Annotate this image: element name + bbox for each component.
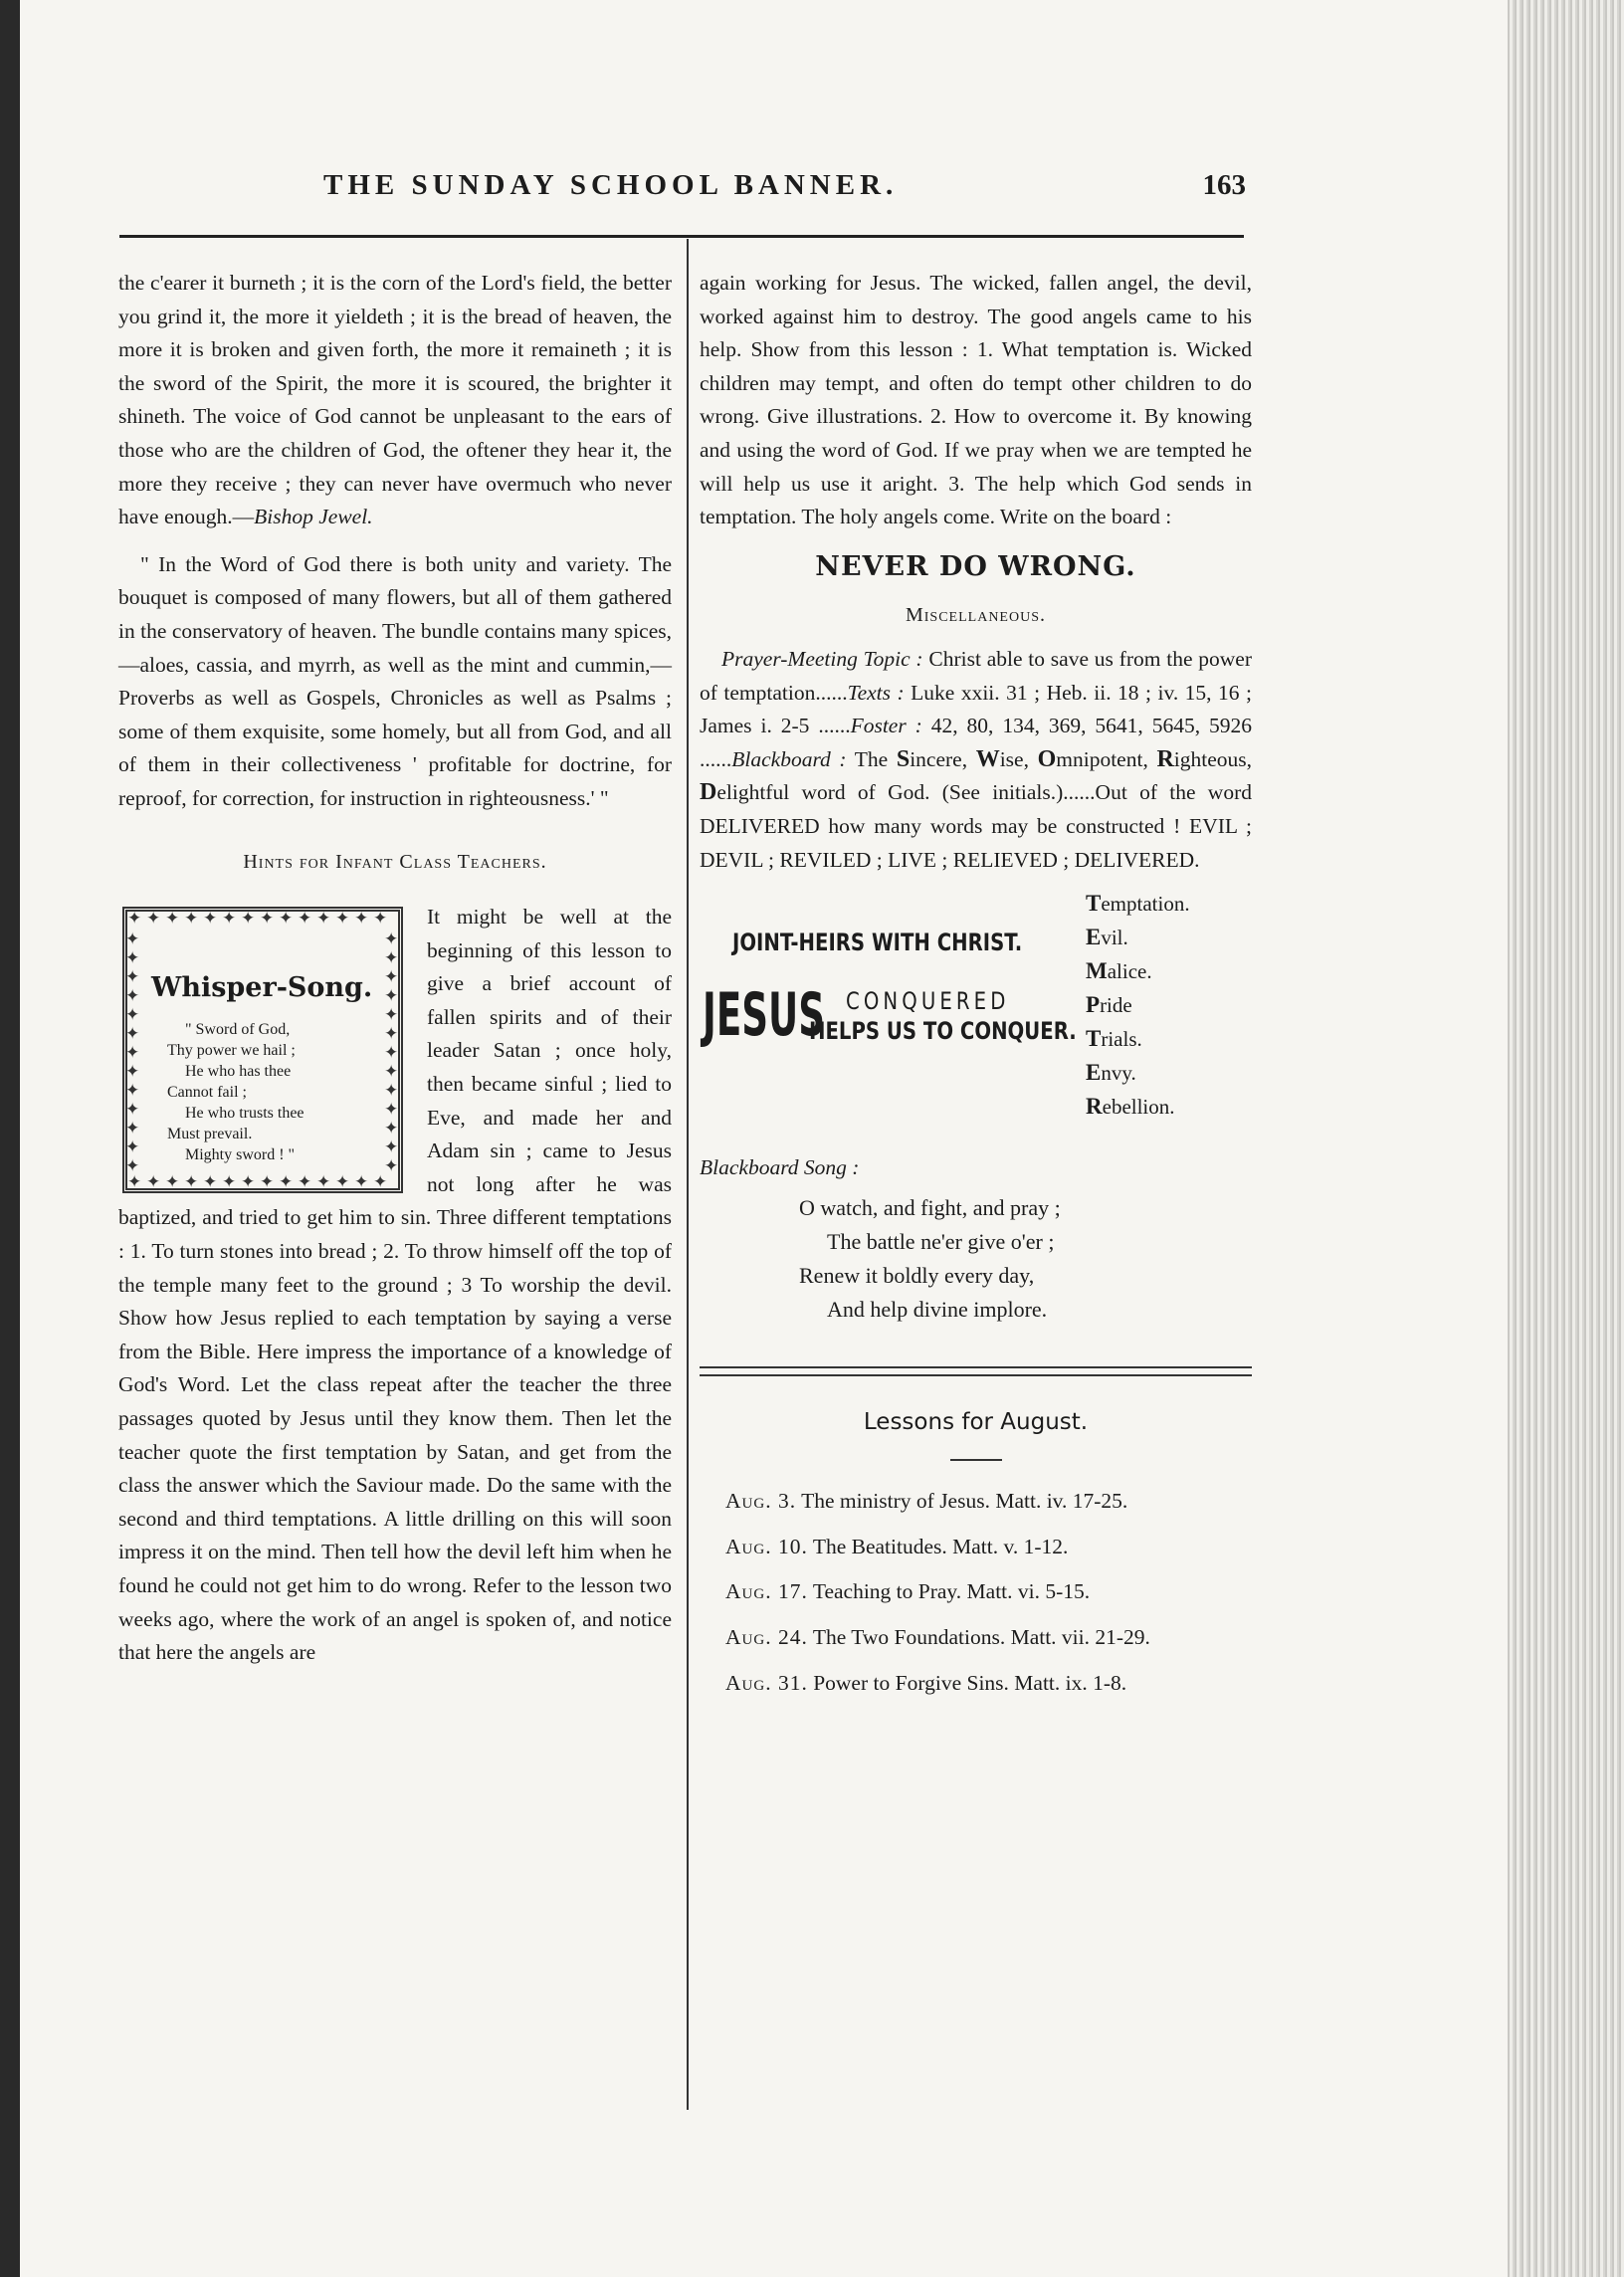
initial-letter: S — [896, 745, 911, 772]
quote-bishop-jewel — [118, 267, 672, 534]
lesson-text: The Beatitudes. Matt. v. 1-12. — [807, 1534, 1069, 1558]
acrostic-rest: rials. — [1101, 1027, 1142, 1052]
whisper-line: Must prevail. — [167, 1126, 253, 1143]
ornament-mark: ✦ — [316, 1172, 331, 1192]
whisper-song-border — [122, 907, 403, 1193]
ornament-mark: ✦ — [373, 1172, 388, 1192]
lesson-date: Aug. 24. — [725, 1625, 808, 1650]
ornament-mark: ✦ — [146, 909, 161, 929]
ornament-mark: ✦ — [184, 1172, 199, 1192]
ornament-mark: ✦ — [354, 909, 369, 929]
acrostic-rest: ride — [1100, 993, 1132, 1018]
foster-label: Foster : — [850, 714, 922, 738]
ornament-mark: ✦ — [384, 986, 399, 1006]
acrostic-line — [1086, 954, 1190, 988]
conquered-word: CONQUERED — [846, 987, 1010, 1016]
ornament-mark: ✦ — [125, 1005, 140, 1025]
whisper-line: He who trusts thee — [185, 1105, 304, 1123]
ornament-mark: ✦ — [203, 1172, 218, 1192]
initial-letter: O — [1037, 745, 1057, 772]
ornament-mark: ✦ — [335, 1172, 350, 1192]
ornament-mark: ✦ — [125, 986, 140, 1006]
whisper-line: Cannot fail ; — [167, 1084, 247, 1102]
ornament-mark: ✦ — [146, 1172, 161, 1192]
miscellaneous-text — [700, 643, 1252, 877]
book-binding-edge — [0, 0, 20, 2277]
ornament-mark: ✦ — [384, 967, 399, 987]
lesson-date: Aug. 31. — [725, 1670, 808, 1695]
quote-attribution: Bishop Jewel. — [254, 505, 373, 529]
texts-label: Texts : — [847, 680, 905, 705]
acrostic-rest: vil. — [1101, 926, 1128, 950]
ornament-mark: ✦ — [125, 930, 140, 949]
ornament-mark: ✦ — [125, 1138, 140, 1157]
ornament-mark: ✦ — [384, 930, 399, 949]
right-column — [700, 267, 1252, 1712]
section-double-rule — [700, 1366, 1252, 1376]
acrostic-rest: nvy. — [1101, 1061, 1136, 1086]
ornament-mark: ✦ — [279, 1172, 294, 1192]
lesson-entry — [700, 1667, 1252, 1701]
ornament-mark: ✦ — [125, 948, 140, 968]
lesson-text: Teaching to Pray. Matt. vi. 5-15. — [807, 1579, 1091, 1604]
ornament-mark: ✦ — [384, 1024, 399, 1044]
acrostic-line — [1086, 1022, 1190, 1056]
journal-title: THE SUNDAY SCHOOL BANNER. — [323, 169, 899, 201]
initial-letter: D — [700, 779, 717, 806]
infant-lesson-text: It might be well at the beginning of this lesson to give a brief account of fallen spirits and of their leader Satan ; once holy, then became sinful ; lied to Eve, and made her and Adam sin ; came to Jesus not long after he was baptized, and tried to get him to sin. Three different temptations : 1. To turn stones into bread ; 2. To throw himself off the top of the temple many feet to the ground ; 3 To worship the devil. Show how Jesus replied to each temptation by saying a verse from the Bible. Here impress the importance of a knowledge of God's Word. Let the class repeat after the teacher the three passages quoted by Jesus until they know them. Then let the teacher quote the first temptation by Satan, and get from the class the answer which the Saviour made. Do the same with the second and third temptations. A little drilling on this will soon impress it on the mind. Then tell how the devil left him when he found he could not get him to do wrong. Refer to the lesson two weeks ago, where the work of an angel is spoken of, and notice that here the angels are — [118, 905, 672, 1665]
lesson-text: The Two Foundations. Matt. vii. 21-29. — [807, 1625, 1150, 1650]
lessons-short-rule — [950, 1459, 1002, 1461]
lesson-entry — [700, 1621, 1252, 1655]
foster-value: 42, 80, 134, 369, 5641, 5645, 5926 ...... — [700, 714, 1252, 771]
ornament-mark: ✦ — [127, 1172, 142, 1192]
ornament-mark: ✦ — [260, 1172, 275, 1192]
quote-text: the c'earer it burneth ; it is the corn of the Lord's field, the better you grind it, the more it yieldeth ; it is the bread of heaven, the more it is broken and given forth, the more it remaineth ; it is the sword of the Spirit, the more it is scoured, the brighter it shineth. The voice of God cannot be unpleasant to the ears of those who are the children of God, the oftener they hear it, the more they receive ; they can never have overmuch who never have enough.— — [118, 271, 672, 529]
whisper-song-title: Whisper-Song. — [151, 972, 373, 1004]
ornament-mark: ✦ — [384, 1062, 399, 1082]
prayer-label: Prayer-Meeting Topic : — [721, 646, 923, 671]
ornament-mark: ✦ — [125, 1100, 140, 1120]
ornament-mark: ✦ — [298, 909, 312, 929]
ornament-mark: ✦ — [241, 909, 256, 929]
ornament-mark: ✦ — [127, 909, 142, 929]
texts-value: Luke xxii. 31 ; Heb. ii. 18 ; iv. 15, 16 ; James i. 2-5 ...... — [700, 680, 1252, 738]
whisper-line: Mighty sword ! " — [185, 1146, 296, 1164]
miscellaneous-heading: Miscellaneous. — [905, 604, 1046, 627]
song-line: And help divine implore. — [827, 1296, 1048, 1322]
ornament-mark: ✦ — [222, 1172, 237, 1192]
ornament-mark: ✦ — [384, 1005, 399, 1025]
ornament-mark: ✦ — [384, 1081, 399, 1101]
bb-text: ighteous, — [1173, 746, 1253, 771]
acrostic-initial: E — [1086, 1060, 1102, 1086]
bb-text: elightful word of God. (See initials.)......Out of the word DELIVERED how many words may be constructed ! EVIL ; DEVIL ; REVILED ; LIVE ; RELIEVED ; DELIVERED. — [700, 780, 1252, 872]
acrostic-line — [1086, 1090, 1190, 1124]
ornament-mark: ✦ — [384, 1156, 399, 1176]
hints-heading: Hints for Infant Class Teachers. — [243, 850, 547, 873]
lesson-entry — [700, 1531, 1252, 1564]
ornament-mark: ✦ — [203, 909, 218, 929]
bb-text: incere, — [910, 746, 976, 771]
ornament-mark: ✦ — [384, 1138, 399, 1157]
ornament-mark: ✦ — [373, 909, 388, 929]
ornament-mark: ✦ — [384, 1043, 399, 1063]
lesson-date: Aug. 10. — [725, 1534, 808, 1558]
whisper-line: He who has thee — [185, 1063, 292, 1081]
page-number: 163 — [1202, 169, 1246, 201]
page-stack-edge — [1508, 0, 1624, 2277]
left-column — [118, 267, 672, 1670]
ornament-mark: ✦ — [279, 909, 294, 929]
lesson-continuation: again working for Jesus. The wicked, fallen angel, the devil, worked against him to destroy. The good angels came to his help. Show from this lesson : 1. What temptation is. Wicked children may tempt, and often do tempt other children to do wrong. Give illustrations. 2. How to overcome it. By knowing and using the word of God. If we pray when we are tempted he will help us use it aright. 3. The help which God sends in temptation. The holy angels come. Write on the board : — [700, 271, 1252, 529]
running-header — [119, 169, 1246, 219]
jesus-large-word: JESUS — [703, 980, 826, 1051]
acrostic-initial: T — [1086, 1026, 1102, 1052]
initial-letter: W — [975, 745, 1000, 772]
acrostic-line — [1086, 887, 1190, 921]
acrostic-line — [1086, 1056, 1190, 1090]
header-rule — [119, 235, 1244, 238]
acrostic-initial: M — [1086, 958, 1108, 984]
ornament-mark: ✦ — [125, 1156, 140, 1176]
whisper-song-lines — [167, 1019, 304, 1165]
tempter-acrostic — [1086, 887, 1190, 1124]
ornament-mark: ✦ — [384, 1119, 399, 1138]
blackboard-song-label: Blackboard Song : — [700, 1155, 860, 1180]
initial-letter: R — [1156, 745, 1174, 772]
ornament-mark: ✦ — [125, 1081, 140, 1101]
prayer-text: Christ able to save us from the power of temptation...... — [700, 646, 1252, 705]
acrostic-rest: alice. — [1107, 959, 1152, 984]
blackboard-label: Blackboard : — [731, 746, 847, 771]
word-of-god-quote: " In the Word of God there is both unity and variety. The bouquet is composed of many flowers, but all of them gathered in the conservatory of heaven. The bundle contains many spices,—aloes, cassia, and myrrh, as well as the mint and cummin,—Proverbs as well as Gospels, Chronicles as well as Psalms ; some of them exquisite, some homely, but all from God, and all of them in their collectiveness ' profitable for doctrine, for reproof, for correction, for instruction in righteousness.' " — [118, 551, 672, 810]
song-line: The battle ne'er give o'er ; — [827, 1228, 1055, 1254]
ornament-mark: ✦ — [165, 909, 180, 929]
whisper-line: Thy power we hail ; — [167, 1042, 296, 1060]
acrostic-initial: E — [1086, 925, 1102, 950]
ornament-mark: ✦ — [222, 909, 237, 929]
acrostic-rest: ebellion. — [1102, 1095, 1175, 1120]
acrostic-line — [1086, 988, 1190, 1022]
never-do-wrong-heading: NEVER DO WRONG. — [815, 550, 1136, 582]
whisper-line: " Sword of God, — [185, 1021, 291, 1039]
acrostic-initial: T — [1086, 891, 1102, 917]
acrostic-rest: emptation. — [1101, 892, 1190, 917]
lesson-text: The ministry of Jesus. Matt. iv. 17-25. — [796, 1489, 1128, 1514]
song-line: Renew it boldly every day, — [799, 1262, 1035, 1288]
lessons-heading: Lessons for August. — [863, 1408, 1089, 1435]
lesson-date: Aug. 3. — [725, 1489, 797, 1514]
ornament-mark: ✦ — [316, 909, 331, 929]
ornament-mark: ✦ — [260, 909, 275, 929]
ornament-mark: ✦ — [335, 909, 350, 929]
ornament-mark: ✦ — [384, 1100, 399, 1120]
ornament-mark: ✦ — [184, 909, 199, 929]
ornament-mark: ✦ — [241, 1172, 256, 1192]
ornament-mark: ✦ — [125, 1043, 140, 1063]
lesson-entry — [700, 1575, 1252, 1609]
bb-text: ise, — [999, 746, 1038, 771]
column-divider — [687, 239, 689, 2110]
whisper-song-box — [118, 903, 417, 1199]
ornament-mark: ✦ — [298, 1172, 312, 1192]
blackboard-illustration — [700, 887, 1252, 1147]
lesson-text: Power to Forgive Sins. Matt. ix. 1-8. — [807, 1670, 1127, 1695]
ornament-mark: ✦ — [125, 967, 140, 987]
bb-text: mnipotent, — [1056, 746, 1157, 771]
lesson-entry — [700, 1485, 1252, 1519]
blackboard-song — [700, 1191, 1252, 1327]
ornament-mark: ✦ — [354, 1172, 369, 1192]
acrostic-line — [1086, 921, 1190, 954]
lesson-date: Aug. 17. — [725, 1579, 808, 1604]
helps-us-line: HELPS US TO CONQUER. — [809, 1017, 1077, 1046]
ornament-mark: ✦ — [125, 1119, 140, 1138]
ornament-mark: ✦ — [125, 1024, 140, 1044]
ornament-mark: ✦ — [165, 1172, 180, 1192]
ornament-mark: ✦ — [125, 1062, 140, 1082]
acrostic-initial: R — [1086, 1094, 1103, 1120]
ornament-mark: ✦ — [384, 948, 399, 968]
acrostic-initial: P — [1086, 992, 1101, 1018]
joint-heirs-line: JOINT-HEIRS WITH CHRIST. — [732, 929, 1023, 957]
song-line: O watch, and fight, and pray ; — [799, 1194, 1061, 1220]
bb-text: The — [846, 746, 897, 771]
